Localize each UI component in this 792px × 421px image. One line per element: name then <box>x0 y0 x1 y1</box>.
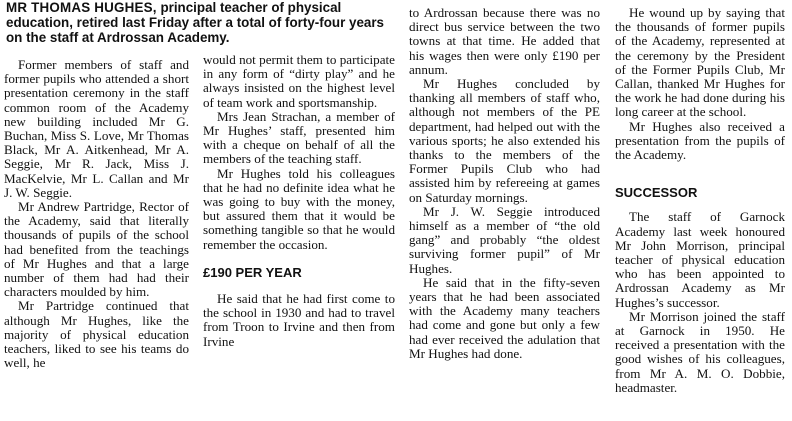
paragraph: Mr J. W. Seggie introduced himself as a member of “the old gang” and probably “the oldest surviving former pupil” of Mr Hughes. <box>409 203 600 276</box>
paragraph: Mrs Jean Strachan, a member of Mr Hughes’ staff, presented him with a cheque on behalf of all the members of the teaching staff. <box>203 108 395 167</box>
paragraph: Mr Hughes also received a presentation from the pupils of the Academy. <box>615 118 785 163</box>
subheading-salary: £190 PER YEAR <box>203 264 302 280</box>
subheading-successor: SUCCESSOR <box>615 185 698 201</box>
paragraph: to Ardrossan because there was no direct bus service between the two towns at that time. He added that his wages then were only £190 per annum. <box>409 5 600 77</box>
article-column-2 <box>203 53 395 349</box>
paragraph: would not permit them to participate in any form of “dirty play” and he always insisted on the highest level of team work and sportsmanship. <box>203 52 395 110</box>
paragraph: Mr Partridge continued that although Mr Hughes, like the majority of physical education teachers, liked to see his teams do well, he <box>4 298 189 371</box>
article-column-4 <box>615 6 785 395</box>
article-column-1 <box>4 58 189 370</box>
paragraph: Mr Hughes concluded by thanking all members of staff who, although not members of the PE department, had helped out with the various sports; he also extended his thanks to the members of the Former Pupils Club who had assisted him by refereeing at games on Saturday mornings. <box>409 76 600 205</box>
paragraph: He said that he had first come to the school in 1930 and had to travel from Troon to Irvine and then from Irvine <box>203 291 395 349</box>
article-column-3 <box>409 6 600 361</box>
paragraph: Mr Hughes told his colleagues that he had no definite idea what he was going to buy with the money, but assured them that it would be something tangible so that he would remember the occasion. <box>203 165 395 252</box>
paragraph: Mr Andrew Partridge, Rector of the Academy, said that literally thousands of pupils of the school had benefited from the teachings of Mr Hughes and that a large number of them had had their characters moulded by him. <box>4 199 189 300</box>
article-headline <box>6 0 402 45</box>
headline-text: principal teacher of physical education, retired last Friday after a total of forty-four years on the staff at Ardrossan Academy. <box>6 0 384 45</box>
paragraph: Mr Morrison joined the staff at Garnock in 1950. He received a presentation with the good wishes of his colleagues, from Mr A. M. O. Dobbie, headmaster. <box>615 308 785 395</box>
paragraph: The staff of Garnock Academy last week honoured Mr John Morrison, principal teacher of physical education who has been appointed to Ardrossan Academy as Mr Hughes’s successor. <box>615 209 785 310</box>
paragraph: He wound up by saying that the thousands of former pupils of the Academy, represented at the ceremony by the President of the Former Pupils Club, Mr Callan, thanked Mr Hughes for the work he had done during his long career at the school. <box>615 5 785 120</box>
headline-name: MR THOMAS HUGHES, <box>6 0 157 15</box>
paragraph: Former members of staff and former pupils who attended a short presentation ceremony in the staff common room of the Academy new building included Mr G. Buchan, Miss S. Love, Mr Thomas Black, Mr A. Aitkenhead, Mr A. Seggie, Mr R. Jack, Miss J. MacKelvie, Mr L. Callan and Mr J. W. Seggie. <box>4 57 189 200</box>
paragraph: He said that in the fifty-seven years that he had been associated with the Academy many teachers had come and gone but only a few had ever received the adulation that Mr Hughes had done. <box>409 274 600 361</box>
